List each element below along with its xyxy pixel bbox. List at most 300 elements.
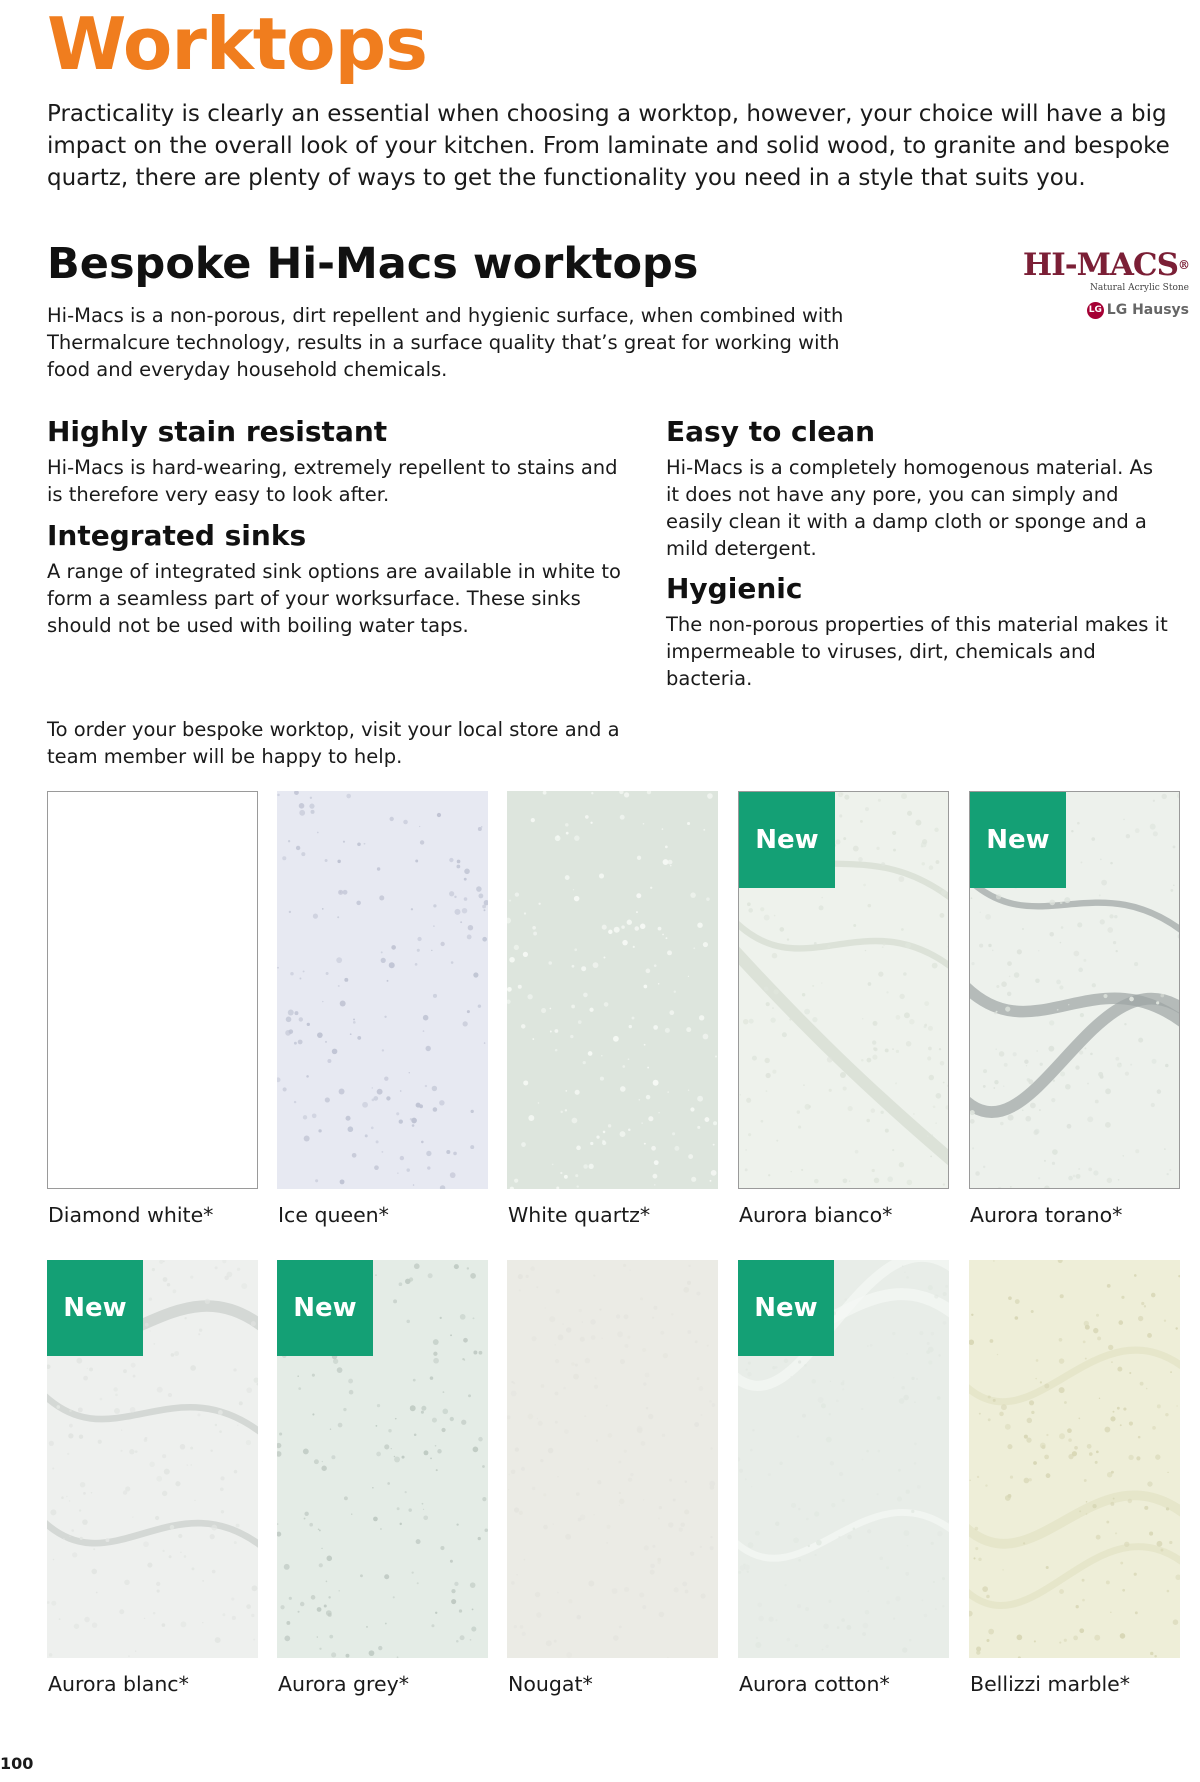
texture-speck: [1160, 994, 1164, 998]
texture-speck: [1176, 1405, 1177, 1406]
texture-speck: [1129, 997, 1134, 1002]
texture-speck: [289, 1029, 294, 1034]
himacs-description: Hi-Macs is a non-porous, dirt repellent and hygienic surface, when combined with Thermalcure technology, results in a surface quality that’s great for working with food and everyday household chemicals.: [47, 304, 844, 381]
texture-speck: [313, 914, 318, 919]
texture-speck: [144, 1618, 145, 1619]
texture-speck: [1157, 1089, 1161, 1093]
texture-speck: [922, 839, 927, 844]
texture-speck: [930, 1155, 932, 1157]
texture-speck: [388, 1429, 391, 1432]
texture-speck: [462, 908, 467, 913]
texture-speck: [387, 980, 389, 982]
texture-speck: [379, 895, 384, 900]
texture-speck: [740, 1094, 741, 1095]
texture-speck: [1177, 793, 1180, 799]
swatch-5: [969, 791, 1180, 1189]
texture-speck: [231, 1598, 234, 1601]
texture-speck: [862, 1459, 864, 1461]
texture-speck: [1061, 926, 1064, 929]
texture-speck: [322, 1001, 323, 1002]
texture-speck: [698, 1386, 703, 1391]
texture-speck: [531, 818, 535, 822]
texture-speck: [233, 1368, 236, 1371]
texture-speck: [100, 1398, 103, 1401]
texture-speck: [282, 856, 286, 860]
texture-speck: [473, 1317, 475, 1319]
texture-speck: [411, 908, 413, 910]
texture-speck: [658, 1112, 660, 1114]
texture-speck: [1034, 1640, 1036, 1642]
texture-speck: [938, 1354, 941, 1357]
texture-speck: [1095, 1461, 1098, 1464]
texture-speck: [450, 1560, 453, 1563]
texture-speck: [115, 1394, 118, 1397]
texture-speck: [507, 918, 511, 924]
texture-speck: [604, 1002, 609, 1007]
texture-speck: [870, 1344, 873, 1347]
texture-speck: [565, 1534, 571, 1540]
texture-speck: [934, 1294, 938, 1298]
texture-speck: [921, 845, 923, 847]
texture-speck: [299, 803, 305, 809]
texture-speck: [1076, 1174, 1081, 1179]
texture-speck: [442, 1409, 448, 1415]
texture-speck: [798, 1559, 801, 1562]
texture-speck: [321, 1466, 326, 1471]
texture-speck: [1167, 1590, 1170, 1593]
texture-speck: [1096, 1450, 1099, 1453]
texture-speck: [983, 1069, 987, 1073]
texture-speck: [798, 1360, 801, 1363]
texture-speck: [906, 1353, 908, 1355]
texture-speck: [482, 1465, 485, 1468]
texture-speck: [552, 1164, 554, 1166]
texture-speck: [619, 1499, 625, 1505]
texture-speck: [914, 1462, 917, 1465]
texture-speck: [766, 1090, 768, 1092]
texture-speck: [683, 1287, 689, 1293]
texture-speck: [1025, 1116, 1031, 1122]
texture-speck: [995, 1048, 997, 1050]
texture-speck: [439, 1100, 444, 1105]
texture-speck: [1179, 855, 1180, 858]
texture-speck: [340, 1001, 346, 1007]
texture-speck: [766, 1073, 771, 1078]
texture-speck: [479, 1351, 483, 1355]
texture-speck: [921, 1599, 923, 1601]
texture-speck: [624, 1314, 629, 1319]
texture-speck: [1074, 951, 1080, 957]
texture-speck: [239, 1401, 243, 1405]
swatch-7: [277, 1260, 488, 1658]
texture-speck: [435, 1445, 437, 1447]
texture-speck: [69, 1424, 73, 1428]
texture-speck: [1095, 1100, 1099, 1104]
texture-speck: [1052, 1149, 1058, 1155]
texture-speck: [931, 1542, 934, 1545]
texture-speck: [572, 965, 575, 968]
texture-speck: [153, 1343, 155, 1345]
marble-vein: [969, 1547, 1180, 1606]
texture-speck: [803, 1084, 805, 1086]
texture-speck: [309, 1523, 313, 1527]
texture-speck: [433, 1107, 438, 1112]
texture-speck: [746, 1368, 748, 1370]
lg-hausys-logo: [1019, 300, 1189, 320]
texture-speck: [790, 1376, 791, 1377]
texture-speck: [312, 1113, 317, 1118]
texture-speck: [863, 1623, 869, 1629]
texture-speck: [317, 832, 319, 834]
texture-speck: [167, 1283, 170, 1286]
texture-speck: [519, 1511, 523, 1515]
swatch-3: [507, 791, 718, 1189]
texture-speck: [79, 1509, 81, 1511]
texture-speck: [1068, 1438, 1072, 1442]
texture-speck: [903, 1395, 909, 1401]
texture-speck: [1115, 1057, 1119, 1061]
texture-speck: [144, 1437, 147, 1440]
texture-speck: [378, 1646, 382, 1650]
texture-speck: [284, 1636, 290, 1642]
texture-speck: [93, 1548, 95, 1550]
texture-speck: [460, 921, 462, 923]
texture-speck: [1138, 1038, 1143, 1043]
texture-speck: [565, 1090, 567, 1092]
marble-vein: [970, 981, 1180, 1028]
texture-speck: [399, 1282, 403, 1286]
texture-speck: [436, 1469, 438, 1471]
texture-speck: [669, 1010, 674, 1015]
texture-speck: [435, 1612, 437, 1614]
texture-speck: [906, 1490, 910, 1494]
texture-speck: [451, 1599, 456, 1604]
texture-speck: [774, 915, 776, 917]
texture-speck: [599, 873, 604, 878]
texture-speck: [589, 1164, 594, 1169]
texture-speck: [581, 966, 586, 971]
texture-speck: [573, 1374, 579, 1380]
texture-speck: [171, 1353, 175, 1357]
texture-speck: [1100, 919, 1105, 924]
texture-speck: [328, 1596, 330, 1598]
texture-speck: [417, 949, 420, 952]
texture-speck: [252, 1585, 258, 1591]
texture-speck: [199, 1328, 202, 1331]
texture-speck: [1124, 1023, 1126, 1025]
texture-speck: [377, 1089, 383, 1095]
texture-speck: [440, 1185, 445, 1189]
texture-speck: [896, 1015, 901, 1020]
texture-speck: [399, 1119, 403, 1123]
texture-speck: [412, 1571, 414, 1573]
texture-speck: [701, 1414, 703, 1416]
texture-speck: [180, 1444, 185, 1449]
texture-speck: [1009, 976, 1011, 978]
texture-speck: [431, 1624, 434, 1627]
feature-text: Hi-Macs is hard-wearing, extremely repellent to stains and is therefore very easy to look after.: [47, 456, 618, 506]
texture-speck: [978, 1558, 981, 1561]
texture-speck: [377, 867, 380, 870]
texture-speck: [902, 1647, 907, 1652]
texture-speck: [169, 1555, 172, 1558]
texture-speck: [867, 1529, 871, 1533]
texture-speck: [1144, 1305, 1146, 1307]
texture-speck: [673, 1499, 676, 1502]
texture-speck: [514, 1507, 519, 1512]
texture-speck: [431, 950, 432, 951]
texture-speck: [853, 924, 856, 927]
texture-speck: [821, 897, 823, 899]
texture-speck: [1049, 900, 1055, 906]
texture-speck: [988, 944, 991, 947]
texture-speck: [892, 1048, 894, 1050]
texture-speck: [1123, 819, 1125, 821]
texture-speck: [149, 1462, 155, 1468]
texture-speck: [898, 1469, 901, 1472]
texture-speck: [237, 1425, 239, 1427]
texture-speck: [219, 1430, 222, 1433]
texture-speck: [687, 1281, 691, 1285]
texture-speck: [1092, 983, 1096, 987]
texture-speck: [1030, 1103, 1036, 1109]
texture-speck: [841, 792, 844, 795]
texture-speck: [766, 1002, 770, 1006]
texture-speck: [521, 1142, 526, 1147]
texture-speck: [862, 1632, 866, 1636]
texture-speck: [1099, 1398, 1100, 1399]
texture-speck: [983, 1085, 986, 1088]
texture-speck: [983, 1166, 985, 1168]
texture-speck: [482, 937, 487, 942]
texture-speck: [299, 1017, 303, 1021]
texture-speck: [612, 1588, 618, 1594]
texture-speck: [1023, 1542, 1025, 1544]
texture-speck: [1084, 1047, 1086, 1049]
texture-speck: [798, 1126, 801, 1129]
texture-speck: [1040, 1063, 1043, 1066]
texture-speck: [550, 1008, 552, 1010]
texture-speck: [184, 1555, 187, 1558]
texture-speck: [994, 1080, 998, 1084]
texture-speck: [376, 1140, 379, 1143]
texture-speck: [651, 1146, 656, 1151]
texture-speck: [772, 1366, 776, 1370]
swatch-label: Aurora grey*: [278, 1672, 410, 1696]
texture-speck: [317, 1607, 322, 1612]
texture-speck: [454, 896, 456, 898]
texture-speck: [652, 1317, 654, 1319]
texture-speck: [309, 804, 314, 809]
texture-speck: [575, 1363, 578, 1366]
texture-speck: [937, 1531, 942, 1536]
texture-speck: [1049, 932, 1054, 937]
texture-speck: [619, 791, 623, 794]
texture-speck: [450, 1417, 454, 1421]
feature-title: Hygienic: [666, 572, 803, 605]
texture-speck: [887, 1176, 893, 1182]
texture-speck: [135, 1651, 136, 1652]
texture-speck: [643, 823, 645, 825]
texture-speck: [232, 1616, 236, 1620]
texture-speck: [917, 1485, 921, 1489]
texture-speck: [470, 1582, 476, 1588]
texture-speck: [1134, 1573, 1137, 1576]
texture-speck: [135, 1450, 138, 1453]
texture-speck: [905, 942, 911, 948]
texture-speck: [899, 994, 904, 999]
texture-speck: [914, 1443, 917, 1446]
texture-speck: [878, 1450, 881, 1453]
texture-speck: [468, 925, 473, 930]
texture-speck: [426, 1151, 431, 1156]
texture-speck: [646, 1407, 649, 1410]
texture-speck: [1022, 928, 1024, 930]
texture-speck: [91, 1569, 97, 1575]
texture-speck: [922, 862, 925, 865]
texture-speck: [69, 1500, 71, 1502]
texture-speck: [372, 1098, 375, 1101]
texture-speck: [290, 972, 293, 975]
texture-speck: [901, 793, 907, 799]
texture-speck: [386, 1096, 390, 1100]
texture-speck: [1110, 1612, 1111, 1613]
texture-speck: [886, 1601, 890, 1605]
texture-speck: [583, 1061, 586, 1064]
feature-text: The non-porous properties of this material makes it impermeable to viruses, dirt, chemicals and bacteria.: [666, 613, 1168, 690]
texture-speck: [1169, 1169, 1171, 1171]
texture-speck: [459, 1609, 462, 1612]
texture-speck: [1060, 901, 1063, 904]
texture-speck: [690, 1551, 694, 1555]
texture-speck: [932, 963, 938, 969]
texture-speck: [307, 1023, 310, 1026]
texture-speck: [1064, 1639, 1067, 1642]
texture-speck: [1024, 1478, 1030, 1484]
texture-speck: [776, 1140, 778, 1142]
texture-speck: [288, 1010, 294, 1016]
texture-speck: [805, 1104, 811, 1110]
texture-speck: [848, 1106, 853, 1111]
texture-speck: [1150, 1652, 1153, 1655]
texture-speck: [836, 1399, 839, 1402]
texture-speck: [511, 1469, 516, 1474]
texture-speck: [424, 1450, 429, 1455]
texture-speck: [1162, 794, 1167, 799]
texture-speck: [464, 897, 468, 901]
texture-speck: [68, 1433, 73, 1438]
texture-speck: [688, 976, 689, 977]
texture-speck: [478, 1437, 483, 1442]
texture-speck: [695, 1340, 698, 1343]
texture-speck: [943, 1082, 945, 1084]
texture-speck: [1166, 1507, 1169, 1510]
texture-speck: [294, 791, 299, 795]
texture-speck: [1015, 1299, 1020, 1304]
texture-speck: [844, 1298, 846, 1300]
texture-speck: [519, 1289, 521, 1291]
texture-speck: [1065, 1084, 1071, 1090]
texture-speck: [574, 948, 577, 951]
texture-speck: [372, 1087, 373, 1088]
texture-speck: [1108, 1345, 1113, 1350]
texture-speck: [752, 1429, 754, 1431]
texture-speck: [883, 943, 886, 946]
texture-speck: [440, 942, 444, 946]
swatch-8: [507, 1260, 718, 1658]
texture-speck: [648, 1116, 653, 1121]
texture-speck: [1026, 1438, 1031, 1443]
texture-speck: [871, 1108, 876, 1113]
texture-speck: [133, 1375, 136, 1378]
texture-speck: [842, 1388, 844, 1390]
texture-speck: [853, 846, 859, 852]
texture-speck: [971, 897, 973, 899]
texture-speck: [124, 1580, 129, 1585]
himacs-logo: [1019, 248, 1189, 320]
texture-speck: [1038, 1177, 1040, 1179]
texture-speck: [96, 1592, 98, 1594]
page-number: 100: [0, 1754, 34, 1773]
texture-speck: [1075, 1065, 1079, 1069]
texture-speck: [478, 1004, 481, 1007]
texture-speck: [1089, 1452, 1093, 1456]
texture-speck: [684, 1509, 689, 1514]
texture-speck: [174, 1351, 179, 1356]
texture-speck: [658, 1518, 660, 1520]
texture-speck: [337, 916, 339, 918]
texture-speck: [904, 1272, 905, 1273]
texture-speck: [801, 1169, 803, 1171]
texture-speck: [473, 1351, 477, 1355]
texture-speck: [881, 862, 885, 866]
texture-speck: [566, 832, 569, 835]
texture-speck: [1117, 1407, 1120, 1410]
texture-speck: [797, 1435, 799, 1437]
texture-speck: [821, 1403, 826, 1408]
texture-speck: [409, 1277, 413, 1281]
texture-speck: [374, 1165, 379, 1170]
texture-speck: [481, 826, 483, 828]
texture-speck: [564, 1429, 569, 1434]
texture-speck: [524, 1559, 526, 1561]
texture-speck: [143, 1541, 149, 1547]
texture-speck: [419, 826, 420, 827]
new-badge: New: [970, 792, 1066, 888]
texture-speck: [416, 1539, 421, 1544]
texture-speck: [682, 1581, 687, 1586]
texture-speck: [936, 1093, 942, 1099]
texture-speck: [812, 1379, 816, 1383]
texture-speck: [650, 1564, 655, 1569]
texture-speck: [597, 1480, 601, 1484]
swatch-texture: [277, 791, 488, 1189]
texture-speck: [826, 1437, 832, 1443]
texture-speck: [441, 1428, 445, 1432]
page-title: Worktops: [47, 2, 427, 86]
texture-speck: [937, 1396, 941, 1400]
texture-speck: [941, 890, 947, 896]
texture-speck: [222, 1613, 225, 1616]
texture-speck: [903, 972, 907, 976]
texture-speck: [455, 909, 461, 915]
texture-speck: [601, 1338, 602, 1339]
texture-speck: [396, 1112, 399, 1115]
texture-speck: [947, 1084, 949, 1087]
texture-speck: [565, 875, 570, 880]
texture-speck: [413, 1184, 415, 1186]
texture-speck: [843, 1086, 847, 1090]
